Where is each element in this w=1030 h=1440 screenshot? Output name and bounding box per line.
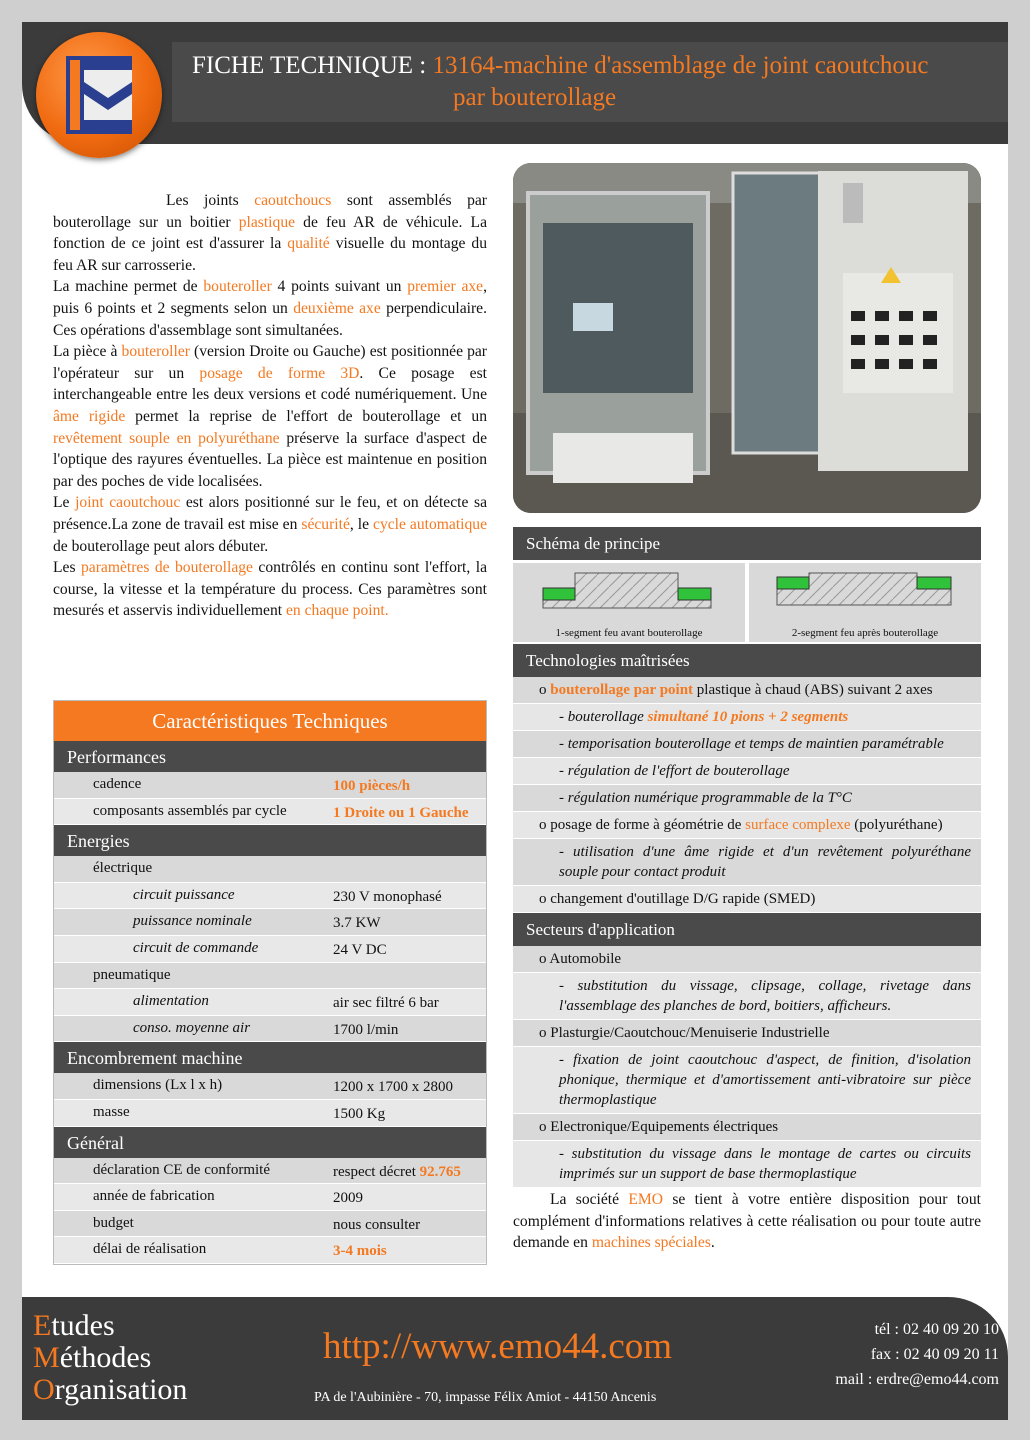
technologies-header: Technologies maîtrisées [513, 644, 981, 677]
page [22, 22, 1008, 1420]
row-key: pneumatique [93, 966, 171, 983]
t: - bouterollage [559, 709, 648, 725]
table-row [54, 883, 486, 910]
row-key: masse [93, 1103, 130, 1120]
general-rows [54, 1158, 486, 1264]
table-row [54, 1211, 486, 1238]
list-item [513, 704, 981, 731]
list-item: - utilisation d'une âme rigide et d'un revêtement polyuréthane souple pour contact produit [513, 839, 981, 886]
phone: tél : 02 40 09 20 10 [874, 1321, 999, 1338]
website-link[interactable]: http://www.emo44.com [323, 1326, 673, 1367]
row-key: budget [93, 1214, 134, 1231]
table-row [54, 799, 486, 826]
table-row [54, 989, 486, 1016]
t: bouteroller [121, 343, 190, 361]
row-value: 1200 x 1700 x 2800 [333, 1079, 453, 1096]
company-name [33, 1310, 187, 1406]
segment-before-diagram [513, 563, 745, 623]
machine-illustration [513, 163, 981, 513]
title-line-1: 13164-machine d'assemblage de joint caoutchouc [432, 52, 929, 79]
t: plastique à chaud (ABS) suivant 2 axes [693, 682, 933, 698]
section-performances: Performances [54, 741, 486, 772]
t: sécurité [301, 515, 350, 533]
t: O [33, 1373, 55, 1406]
t: surface complexe [745, 817, 851, 833]
list-item: - fixation de joint caoutchouc d'aspect, de finition, d'isolation phonique, thermique et d'amortissement anti-vibratoire sur pièce thermoplastique [513, 1047, 981, 1114]
t: rganisation [54, 1373, 188, 1406]
t: préserve la surface d'aspect de l'optique des rayures éventuelles. La pièce est maintenue en position par des poches de vide localisées. [53, 429, 488, 490]
row-value: 3-4 mois [333, 1243, 387, 1260]
row-value: 1 Droite ou 1 Gauche [333, 804, 469, 821]
row-key: puissance nominale [133, 913, 252, 930]
t: . [710, 1234, 715, 1252]
row-key: délai de réalisation [93, 1241, 207, 1258]
table-row [54, 1073, 486, 1100]
performances-rows [54, 772, 486, 825]
schema-caption-1: 1-segment feu avant bouterollage [555, 627, 703, 639]
schema-header: Schéma de principe [513, 527, 981, 560]
table-row [54, 963, 486, 990]
row-key: conso. moyenne air [133, 1019, 251, 1036]
row-value: 3.7 KW [333, 915, 381, 932]
table-row [54, 1016, 486, 1043]
t: de bouterollage peut alors débuter. [53, 537, 269, 555]
t: . Ce posage est interchangeable entre les deux versions et codé numériquement. Une [53, 364, 487, 404]
t: bouterollage par point [550, 682, 694, 698]
t: simultané 10 pions + 2 segments [647, 709, 849, 725]
t: La pièce à [53, 343, 122, 361]
right-panel [513, 527, 981, 1188]
intro-p4 [53, 492, 487, 557]
row-key: déclaration CE de conformité [93, 1161, 271, 1178]
technologies-list [513, 677, 981, 913]
emo-logo [36, 32, 162, 158]
characteristics-title: Caractéristiques Techniques [54, 701, 486, 741]
t: tudes [51, 1309, 115, 1342]
t: éthodes [59, 1341, 152, 1374]
intro-p2 [53, 276, 487, 341]
page-title [192, 50, 992, 114]
email-link[interactable]: mail : erdre@emo44.com [835, 1371, 999, 1388]
row-key: alimentation [133, 993, 209, 1010]
row-value: air sec filtré 6 bar [333, 995, 439, 1012]
eo-line [33, 1342, 187, 1374]
t: Le [53, 494, 76, 512]
t: qualité [287, 235, 330, 253]
intro-p5 [53, 557, 487, 622]
fax: fax : 02 40 09 20 11 [870, 1346, 999, 1363]
table-row [54, 856, 486, 883]
t: premier axe [407, 278, 484, 296]
t: âme rigide [53, 407, 126, 425]
row-value: 100 pièces/h [333, 778, 411, 794]
address: PA de l'Aubinière - 70, impasse Félix Amiot - 44150 Ancenis [314, 1390, 657, 1405]
t: M [33, 1341, 60, 1374]
t: deuxième axe [293, 299, 381, 317]
t: contrôlés en continu sont l'effort, la course, la vitesse et la température du process. Ces paramètres sont mesurés et asservis individuellement [53, 559, 488, 620]
t: revêtement souple en polyuréthane [53, 429, 280, 447]
ce-decree-number: 92.765 [419, 1163, 461, 1180]
list-item: o Automobile [513, 946, 981, 973]
t: cycle automatique [373, 515, 488, 533]
schema-diagram [513, 560, 981, 642]
t: E [33, 1309, 52, 1342]
row-value: 230 V monophasé [333, 888, 442, 905]
t: La machine permet de [53, 278, 204, 296]
section-general: Général [54, 1127, 486, 1158]
footer [22, 1297, 1008, 1420]
row-value: 1500 Kg [333, 1105, 386, 1122]
section-encombrement: Encombrement machine [54, 1042, 486, 1073]
t: machines spéciales [591, 1234, 711, 1252]
t: caoutchoucs [254, 192, 332, 209]
table-row [54, 1184, 486, 1211]
t: o [539, 682, 551, 698]
t: permet la reprise de l'effort de bouterollage et un [125, 407, 487, 425]
t: plastique [238, 213, 296, 231]
list-item: - substitution du vissage, clipsage, collage, rivetage dans l'assemblage des planches de bord, boitiers, afficheurs. [513, 973, 981, 1020]
machine-photo [513, 163, 981, 513]
encombrement-rows [54, 1073, 486, 1126]
row-key: circuit de commande [133, 939, 259, 956]
t: (version Droite ou Gauche) est positionnée par l'opérateur sur un [53, 343, 487, 382]
row-value: 1700 l/min [333, 1021, 399, 1038]
section-energies: Energies [54, 825, 486, 856]
t: joint caoutchouc [75, 494, 181, 512]
list-item [513, 677, 981, 704]
t: 4 points suivant un [271, 278, 408, 296]
intro-p3 [53, 341, 487, 492]
segment-after-diagram [749, 563, 981, 623]
eo-line [33, 1310, 187, 1342]
t: Les [53, 559, 81, 577]
row-value [333, 1164, 461, 1181]
t: en chaque point. [286, 602, 389, 620]
t: o posage de forme à géométrie de [539, 817, 746, 833]
t: , le [349, 515, 374, 533]
row-key: composants assemblés par cycle [93, 802, 287, 819]
intro-p1 [53, 190, 487, 276]
header [22, 22, 1008, 144]
row-key: dimensions (Lx l x h) [93, 1077, 223, 1094]
t: La société [550, 1191, 629, 1208]
t: Les joints [166, 192, 255, 209]
t: , puis 6 points et 2 segments selon un [53, 278, 487, 317]
t: sont assemblés par bouterollage sur un boitier [53, 192, 487, 231]
t: visuelle du montage du feu AR sur carrosserie. [53, 235, 487, 274]
t: se tient à votre entière disposition pour tout complément d'informations relatives à cette réalisation ou pour toute autre demande en [513, 1191, 981, 1252]
list-item: - régulation de l'effort de bouterollage [513, 758, 981, 785]
ce-text: respect décret [333, 1163, 420, 1180]
list-item: o Plasturgie/Caoutchouc/Menuiserie Industrielle [513, 1020, 981, 1047]
closing-text [513, 1189, 981, 1254]
schema-cell-1 [513, 563, 745, 642]
table-row [54, 936, 486, 963]
intro-text [53, 190, 487, 622]
t: EMO [628, 1191, 664, 1208]
row-key: année de fabrication [93, 1188, 215, 1205]
row-value: nous consulter [333, 1216, 421, 1233]
energies-rows [54, 856, 486, 1042]
list-item: - régulation numérique programmable de la T°C [513, 785, 981, 812]
list-item: - substitution du vissage dans le montage de cartes ou circuits imprimés sur un support de base thermoplastique [513, 1141, 981, 1188]
t: bouteroller [203, 278, 272, 296]
secteurs-header: Secteurs d'application [513, 913, 981, 946]
list-item: o changement d'outillage D/G rapide (SMED) [513, 886, 981, 913]
t: paramètres de bouterollage [80, 559, 253, 577]
title-prefix: FICHE TECHNIQUE : [192, 52, 433, 79]
secteurs-list [513, 946, 981, 1188]
t: posage de forme 3D [199, 364, 360, 382]
table-row [54, 1158, 486, 1185]
row-value: 2009 [333, 1190, 363, 1207]
table-row [54, 909, 486, 936]
list-item: - temporisation bouterollage et temps de maintien paramétrable [513, 731, 981, 758]
table-row [54, 1100, 486, 1127]
t: perpendiculaire. Ces opérations d'assemblage sont simultanées. [53, 299, 487, 339]
title-line-2: par bouterollage [453, 84, 617, 111]
schema-cell-2 [749, 563, 981, 642]
t: est alors positionné sur le feu, et on détecte sa présence.La zone de travail est mise en [53, 494, 487, 533]
emo-logo-icon [36, 32, 162, 158]
row-key: circuit puissance [133, 886, 235, 903]
t: (polyuréthane) [850, 817, 943, 833]
row-value: 24 V DC [333, 941, 387, 958]
list-item: o Electronique/Equipements électriques [513, 1114, 981, 1141]
row-key: électrique [93, 860, 153, 877]
table-row [54, 1237, 486, 1264]
technical-characteristics [53, 700, 487, 1265]
table-row [54, 772, 486, 799]
eo-line [33, 1374, 187, 1406]
t: de feu AR de véhicule. La fonction de ce joint est d'assurer la [53, 213, 487, 253]
contact-info [835, 1317, 999, 1392]
schema-caption-2: 2-segment feu après bouterollage [791, 627, 939, 639]
row-key: cadence [93, 776, 142, 792]
list-item [513, 812, 981, 839]
